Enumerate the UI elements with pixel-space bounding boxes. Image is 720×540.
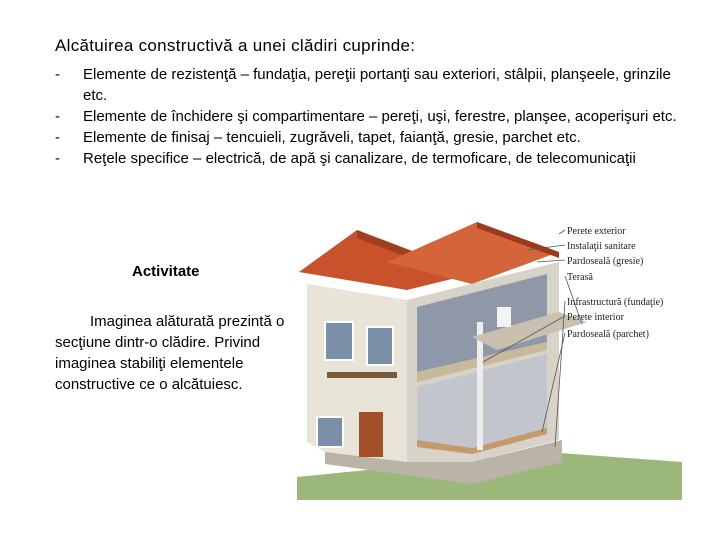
figure-label: Instalaţii sanitare: [567, 241, 636, 252]
bullet-item: [55, 148, 695, 169]
door: [359, 412, 383, 457]
figure-label: Infrastructură (fundaţie): [567, 297, 664, 308]
bullet-dash: -: [55, 66, 60, 83]
bullet-text: Elemente de închidere şi compartimentare – pereţi, uşi, ferestre, planşee, acoperişuri etc.: [83, 108, 677, 125]
bullet-dash: -: [55, 150, 60, 167]
building-section-figure: [297, 212, 682, 500]
window: [317, 417, 343, 447]
sanitary-fixture: [497, 307, 511, 327]
figure-label: Terasă: [567, 272, 593, 283]
page-title: Alcătuirea constructivă a unei clădiri cuprinde:: [55, 36, 416, 55]
bullet-dash: -: [55, 108, 60, 125]
window: [325, 322, 353, 360]
figure-label: Perete interior: [567, 312, 624, 323]
activity-text: Imaginea alăturată prezintă o secţiune dintr-o clădire. Privind imaginea stabiliţi elementele constructive ce o alcătuiesc.: [55, 313, 285, 393]
bullet-item: [55, 127, 695, 148]
balcony: [327, 372, 397, 378]
bullet-list: [55, 64, 695, 169]
bullet-text: Elemente de rezistenţă – fundaţia, pereţii portanţi sau exteriori, stâlpii, planşeele, grinzile etc.: [83, 66, 671, 104]
figure-label: Perete exterior: [567, 226, 626, 237]
building-illustration: [297, 212, 682, 500]
bullet-text: Elemente de finisaj – tencuieli, zugrăveli, tapet, faianţă, gresie, parchet etc.: [83, 129, 581, 146]
activity-title: Activitate: [132, 263, 200, 280]
bullet-text: Reţele specifice – electrică, de apă şi canalizare, de termoficare, de telecomunicaţii: [83, 150, 636, 167]
window: [367, 327, 393, 365]
figure-label: Pardoseală (gresie): [567, 256, 644, 267]
bullet-item: [55, 106, 695, 127]
figure-label: Pardoseală (parchet): [567, 329, 649, 340]
bullet-dash: -: [55, 129, 60, 146]
bullet-item: [55, 64, 695, 106]
